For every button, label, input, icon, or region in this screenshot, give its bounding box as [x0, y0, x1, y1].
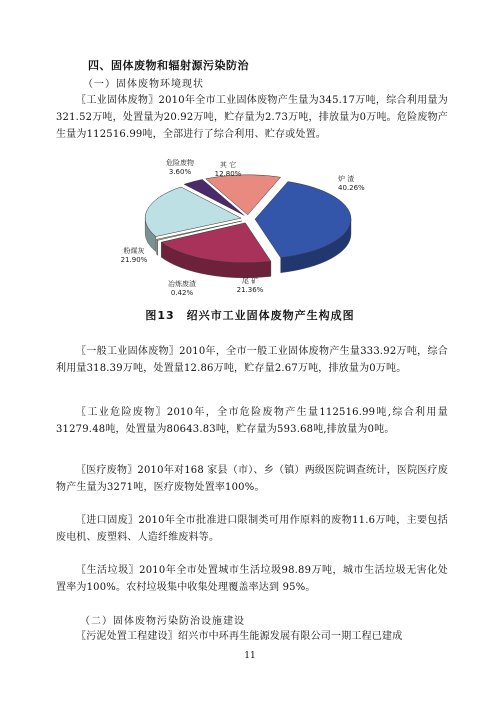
paragraph-domestic-garbage: 〖生活垃圾〗2010年全市处置城市生活垃圾98.89万吨，城市生活垃圾无害化处置率为100%。农村垃圾集中收集处理覆盖率达到 95%。: [56, 565, 448, 593]
page-number: 11: [244, 651, 256, 661]
paragraph-general-solid-waste: 〖一般工业固体废物〗2010年，全市一般工业固体废物产生量333.92万吨，综合利用量318.39万吨，处置量12.86万吨，贮存量2.67万吨，排放量为0万吨。: [56, 346, 448, 374]
paragraph-imported-waste: 〖进口固废〗2010年全市批准进口限制类可用作原料的废物11.6万吨，主要包括废电机、废塑料、人造纤维废料等。: [56, 515, 448, 543]
slice-percent-2: 0.42%: [170, 289, 194, 297]
section-heading: 四、固体废物和辐射源污染防治: [88, 59, 249, 72]
paragraph-medical-waste: 〖医疗废物〗2010年对168 家县（市）、乡（镇）两级医院调查统计，医院医疗废物产生量为3271吨，医疗废物处置率100%。: [56, 465, 448, 493]
slice-percent-4: 3.60%: [168, 168, 192, 176]
slice-label-1: 尾 矿: [241, 277, 259, 285]
slice-label-2: 冶炼废渣: [168, 280, 196, 288]
slice-percent-1: 21.36%: [236, 286, 264, 294]
slice-percent-3: 21.90%: [120, 256, 148, 264]
chart-caption: 图13 绍兴市工业固体废物产生构成图: [145, 309, 355, 322]
paragraph-industrial-solid-waste: 〖工业固体废物〗2010年全市工业固体废物产生量为345.17万吨，综合利用量为321.52万吨，处置量为20.92万吨，贮存量为2.73万吨，排放量为0万吨。危险废物产生量为112516.99吨，全部进行了综合利用、贮存或处置。: [56, 95, 448, 140]
slice-percent-5: 12.80%: [214, 170, 242, 178]
slice-percent-0: 40.26%: [338, 184, 365, 192]
slice-label-0: 炉 渣: [338, 175, 355, 183]
subsection-heading-1: （一）固体废物环境现状: [83, 79, 204, 90]
slice-label-3: 粉煤灰: [123, 247, 145, 255]
pie-side-2: [157, 239, 158, 255]
slice-label-5: 其 它: [219, 161, 237, 169]
paragraph-sludge-disposal: 〖污泥处置工程建设〗绍兴市中环再生能源发展有限公司一期工程已建成: [76, 631, 403, 642]
subsection-heading-2: （二）固体废物污染防治设施建设: [80, 616, 245, 627]
pie-chart: [120, 155, 380, 305]
slice-label-4: 危险废物: [166, 159, 194, 167]
paragraph-hazardous-waste: 〖工业危险废物〗2010年，全市危险废物产生量112516.99吨,综合利用量31279.48吨，处置量为80643.83吨，贮存量为593.68吨,排放量为0吨。: [56, 407, 448, 435]
